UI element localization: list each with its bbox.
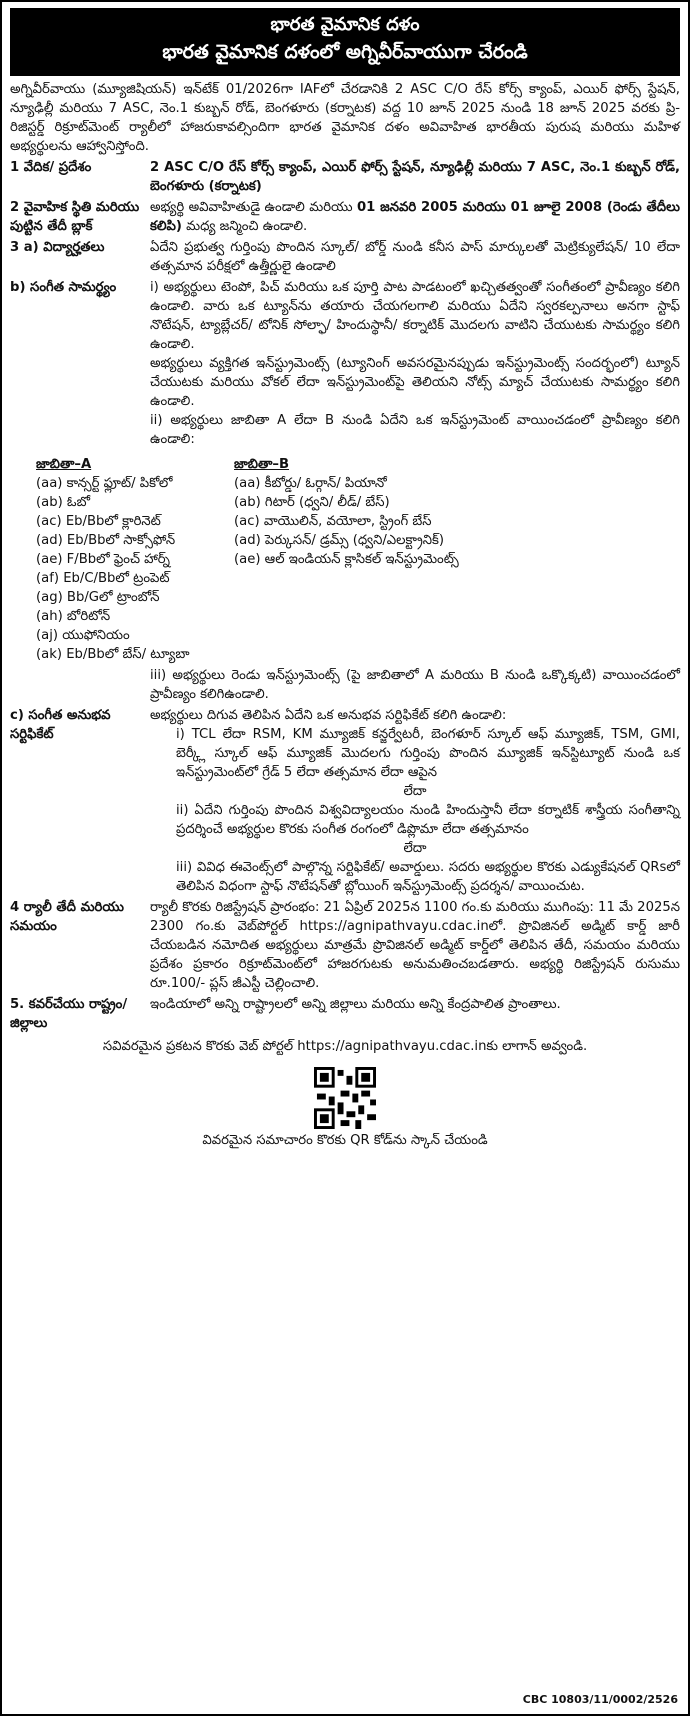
section-education	[10, 238, 680, 276]
or-separator: లేదా	[403, 841, 427, 856]
list-row	[36, 474, 680, 493]
page-title: భారత వైమానిక దళంలో అగ్నివీర్‌వాయుగా చేరండి	[162, 41, 528, 63]
intro-paragraph: అగ్నివీర్‌వాయు (మ్యూజిషియన్) ఇన్‌టేక్ 01/2026గా IAFలో చేరడానికి 2 ASC C/O రేస్ కోర్స్ క్యాంప్, ఎయిర్ ఫోర్స్ స్టేషన్, న్యూఢిల్లీ మరియు 7 ASC, నెం.1 కుబ్బన్ రోడ్, బెంగళూరు (కర్నాటక) వద్ద 10 జూన్ 2025 నుండి 18 జూన్ 2025 వరకు ప్రి-రిజిస్టర్డ్ రిక్రూట్‌మెంట్ ర్యాలీలో హాజరుకావల్సిందిగా భారత వైమానిక దళం అవివాహిత భారతీయ పురుష మరియు మహిళ అభ్యర్థులను ఆహ్వానిస్తోంది.	[10, 82, 680, 154]
experience-option-2: ii) ఏదేని గుర్తింపు పొందిన విశ్వవిద్యాలయం నుండి హిందుస్తానీ లేదా కర్నాటిక్ శాస్త్రీయ సంగీతాన్ని ప్రదర్శించే అభ్యర్థుల కొరకు సంగీత రంగంలో డిప్లొమా లేదా తత్సమానం	[176, 803, 680, 837]
experience-option-1: i) TCL లేదా RSM, KM మ్యూజిక్ కన్జర్వేటరీ, బెంగళూర్ స్కూల్ ఆఫ్ మ్యూజిక్, TSM, GMI, బెర్క్లీ స్కూల్ ఆఫ్ మ్యూజిక్ మొదలగు గుర్తింపు పొందిన మ్యూజిక్ ఇన్‌స్టిట్యూట్ నుండి ఒక ఇన్‌స్ట్రుమెంట్‌లో గ్రేడ్ 5 లేదా తత్సమాన లేదా ఆపైన	[176, 727, 680, 780]
venue-value: 2 ASC C/O రేస్ కోర్స్ క్యాంప్, ఎయిర్ ఫోర్స్ స్టేషన్, న్యూఢిల్లీ మరియు 7 ASC, నెం.1 కుబ్బన్ రోడ్, బెంగళూరు (కర్నాటక)	[150, 160, 680, 194]
birth-value	[150, 198, 680, 236]
coverage-label: 5. కవర్‌చేయు రాష్ట్రం/ జిల్లాలు	[10, 997, 128, 1031]
list-item: (ad) పెర్కుసన్/ డ్రమ్స్ (ధ్వని/ఎలక్ట్రానిక్)	[234, 533, 445, 548]
section-birth	[10, 198, 680, 236]
list-row	[36, 626, 680, 645]
list-row	[36, 569, 680, 588]
list-item: (ab) గిటార్ (ధ్వని/ లీడ్/ బేస్)	[234, 495, 390, 510]
list-item: (ag) Bb/Gలో ట్రాంబోన్	[36, 590, 160, 605]
list-item: (af) Eb/C/Bbలో ట్రంపెట్	[36, 571, 170, 586]
list-headers	[36, 455, 680, 474]
music-point-3: iii) అభ్యర్థులు రెండు ఇన్‌స్ట్రుమెంట్స్ (పై జాబితాలో A మరియు B నుండి ఒక్కొక్కటి) వాయించడంలో ప్రావీణ్యం కలిగిఉండాలి.	[150, 668, 680, 702]
music-point-1: i) అభ్యర్థులు టెంపో, పిచ్ మరియు ఒక పూర్తి పాట పాడటంలో ఖచ్చితత్వంతో సంగీతంలో ప్రావీణ్యం కలిగి ఉండాలి. వారు ఒక ట్యూన్‌ను తయారు చేయగలగాలి మరియు ఏదేని స్వరకల్పనాలు అనగా స్టాఫ్ నొటేషన్, ట్యాబ్లేచర్/ టోనిక్ సోల్ఫా/ హిందుస్థానీ/ కర్నాటిక్ మొదలగు వాటిని చేయుటకు సామర్థ్యం కలిగి ఉండాలి.	[150, 280, 680, 352]
experience-intro: అభ్యర్థులు దిగువ తెలిపిన ఏదేని ఒక అనుభవ సర్టిఫికేట్ కలిగి ఉండాలి:	[150, 708, 507, 723]
list-item: (ae) F/Bbలో ఫ్రెంచ్ హార్న్	[36, 552, 170, 567]
list-row	[36, 607, 680, 626]
birth-text-2: మధ్య జన్మించి ఉండాలి.	[181, 219, 308, 234]
venue-label: 1 వేదిక/ ప్రదేశం	[10, 160, 92, 175]
section-coverage	[10, 995, 680, 1033]
section-venue	[10, 158, 680, 196]
section-music-ability	[10, 278, 680, 449]
list-a-header: జాబితా–A	[36, 457, 92, 472]
list-item: (ac) వాయొలిన్, వయోలా, స్ట్రింగ్ బేస్	[234, 514, 432, 529]
list-item: (aa) కాన్సర్ట్ ఫ్లూట్/ పికోలో	[36, 476, 173, 491]
list-row	[36, 493, 680, 512]
list-row	[36, 588, 680, 607]
education-value: ఏదేని ప్రభుత్వ గుర్తింపు పొందిన స్కూల్/ బోర్డ్ నుండి కనీస పాస్ మార్కులతో మెట్రిక్యులేషన్/ 10 లేదా తత్సమాన పరీక్షలో ఉత్తీర్ణులై ఉండాలి	[150, 240, 680, 274]
list-row	[36, 550, 680, 569]
coverage-value: ఇండియాలో అన్ని రాష్ట్రాలలో అన్ని జిల్లాలు మరియు అన్ని కేంద్రపాలిత ప్రాంతాలు.	[150, 997, 561, 1012]
cbc-code: CBC 10803/11/0002/2526	[522, 1693, 678, 1706]
birth-date-range: 01 జనవరి 2005 మరియు 01 జూలై 2008 (రెండు తేదీలు కలిపి)	[150, 200, 680, 234]
qr-code-icon	[314, 1067, 376, 1129]
rally-date-label: 4 ర్యాలీ తేదీ మరియు సమయం	[10, 900, 124, 934]
list-row	[36, 645, 680, 664]
org-title: భారత వైమానిక దళం	[270, 14, 420, 35]
list-item: (ad) Eb/Bbలో సాక్సోఫోన్	[36, 533, 176, 548]
music-ability-label: b) సంగీత సామర్థ్యం	[10, 280, 117, 295]
list-item: (aj) యుఫోనియం	[36, 628, 130, 643]
rally-date-value: ర్యాలీ కొరకు రిజిస్ట్రేషన్ ప్రారంభం: 21 ఏప్రిల్ 2025న 1100 గం.కు మరియు ముగింపు: 11 మే 2025న 2300 గం.కు వెబ్‌పోర్టల్ https://agnipathvayu.cdac.inలో. ప్రొవిజినల్ అడ్మిట్ కార్డ్ జారీ చేయబడిన నమోదిత అభ్యర్థులు మాత్రమే ప్రొవిజినల్ అడ్మిట్ కార్డ్‌లో తెలిపిన తేదీ, సమయం మరియు ప్రదేశం ప్రకారం రిక్రూట్‌మెంట్‌లో హాజరగుటకు అనుమతించబడతారు. అభ్యర్థి రిజిస్ట్రేషన్ రుసుము రూ.100/- ప్లస్ జీఎస్టీ చెల్లించాలి.	[150, 900, 680, 991]
experience-value	[150, 706, 680, 896]
experience-option-3: iii) వివిధ ఈవెంట్స్‌లో పాల్గొన్న సర్టిఫికేట్/ అవార్డులు. సదరు అభ్యర్థుల కొరకు ఎడ్యుకేషనల్ QRsలో తెలిపిన విధంగా స్టాఫ్ నొటేషన్‌తో బ్లోయింగ్ ఇన్‌స్ట్రుమెంట్స్ ప్రదర్శన/ వాయించుట.	[176, 860, 680, 894]
instrument-lists	[10, 455, 680, 664]
list-b-header: జాబితా–B	[234, 457, 290, 472]
music-ability-value	[150, 278, 680, 449]
header-banner	[10, 8, 680, 76]
section-rally-date	[10, 898, 680, 993]
education-label: 3 a) విద్యార్హతలు	[10, 240, 105, 255]
experience-label: c) సంగీత అనుభవ సర్టిఫికేట్	[10, 708, 111, 742]
music-point-2: ii) అభ్యర్థులు జాబితా A లేదా B నుండి ఏదేని ఒక ఇన్‌స్ట్రుమెంట్ వాయించడంలో ప్రావీణ్యం కలిగి ఉండాలి:	[150, 413, 680, 447]
list-item: (ae) ఆల్ ఇండియన్ క్లాసికల్ ఇన్‌స్ట్రుమెంట్స్	[234, 552, 459, 567]
list-item: (ah) బోరిటోన్	[36, 609, 111, 624]
birth-text-1: అభ్యర్థి అవివాహితుడై ఉండాలి మరియు	[150, 200, 357, 215]
qr-scan-note: వివరమైన సమాచారం కొరకు QR కోడ్‌ను స్కాన్ చేయండి	[202, 1133, 488, 1148]
list-item: (ak) Eb/Bbలో బేస్/ ట్యూబా	[36, 647, 190, 662]
music-point-3-row	[124, 666, 680, 704]
list-item: (aa) కీబోర్డు/ ఓర్గాన్/ పియానో	[234, 476, 387, 491]
birth-label: 2 వైవాహిక స్థితి మరియు పుట్టిన తేదీ బ్లాక్	[10, 200, 140, 234]
section-experience	[10, 706, 680, 896]
or-separator: లేదా	[403, 784, 427, 799]
music-point-1-cont: అభ్యర్థులు వ్యక్తిగత ఇన్‌స్ట్రుమెంట్స్ (ట్యూనింగ్ అవసరమైనప్పుడు ఇన్‌స్ట్రుమెంట్స్ సందర్భంలో) ట్యూన్ చేయుటకు మరియు వోకల్ లేదా ఇన్‌స్ట్రుమెంట్‌పై తెలియని నోట్స్ మ్యాచ్ చేయుటకు సామర్థ్యం కలిగి ఉండాలి.	[150, 356, 680, 409]
list-item: (ac) Eb/Bbలో క్లారినెట్	[36, 514, 161, 529]
portal-note: సవివరమైన ప్రకటన కొరకు వెబ్ పోర్టల్ https://agnipathvayu.cdac.inకు లాగాన్ అవ్వండి.	[102, 1039, 588, 1054]
list-row	[36, 512, 680, 531]
list-row	[36, 531, 680, 550]
list-item: (ab) ఓబో	[36, 495, 90, 510]
